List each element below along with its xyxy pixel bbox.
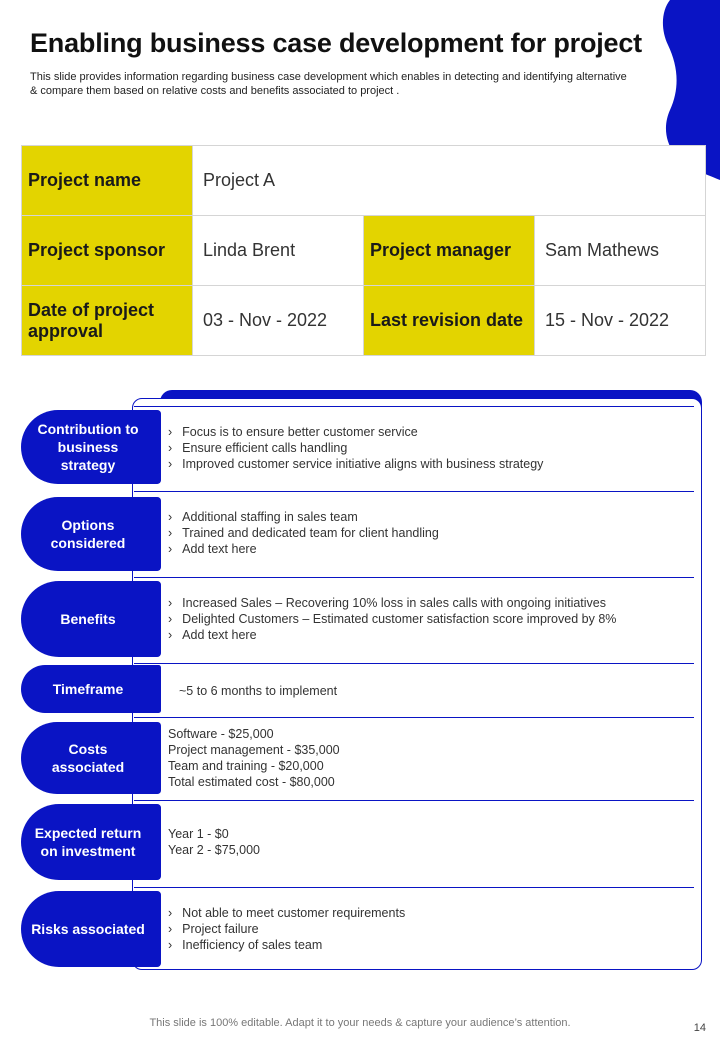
risks-list xyxy=(168,905,405,953)
list-item: › Additional staffing in sales team xyxy=(168,509,439,525)
section-label-timeframe xyxy=(21,665,161,713)
timeframe-list xyxy=(179,683,337,699)
project-name-value: Project A xyxy=(193,146,706,216)
list-item: › Inefficiency of sales team xyxy=(168,937,405,953)
row-divider xyxy=(134,887,694,888)
table-row xyxy=(22,286,706,356)
list-item: › Increased Sales – Recovering 10% loss in sales calls with ongoing initiatives xyxy=(168,595,616,611)
row-divider xyxy=(134,717,694,718)
project-info-table xyxy=(21,145,706,356)
list-item: Team and training - $20,000 xyxy=(168,759,324,773)
list-item: › Improved customer service initiative aligns with business strategy xyxy=(168,456,543,472)
revision-date-label: Last revision date xyxy=(364,286,535,356)
section-label-text: Risks associated xyxy=(31,921,145,937)
list-item: ~5 to 6 months to implement xyxy=(179,684,338,698)
list-item: › Project failure xyxy=(168,921,405,937)
row-divider xyxy=(134,577,694,578)
footer-note: This slide is 100% editable. Adapt it to your needs & capture your audience’s attention. xyxy=(149,1017,571,1029)
project-manager-label: Project manager xyxy=(364,216,535,286)
list-item: › Delighted Customers – Estimated customer satisfaction score improved by 8% xyxy=(168,611,616,627)
list-item: Year 2 - $75,000 xyxy=(168,843,260,857)
table-row xyxy=(22,146,706,216)
row-divider xyxy=(134,406,694,407)
section-label-text: Costs associated xyxy=(51,741,125,775)
section-label-text: Timeframe xyxy=(52,681,124,697)
list-item: › Trained and dedicated team for client handling xyxy=(168,525,439,541)
list-item: Total estimated cost - $80,000 xyxy=(168,775,335,789)
row-divider xyxy=(134,663,694,664)
section-label-risks xyxy=(21,891,161,967)
project-sponsor-label: Project sponsor xyxy=(22,216,193,286)
page-title: Enabling business case development for project xyxy=(30,28,642,58)
section-label-benefits xyxy=(21,581,161,657)
project-manager-value: Sam Mathews xyxy=(535,216,706,286)
section-label-text: Contribution to business strategy xyxy=(37,421,139,473)
section-label-costs xyxy=(21,722,161,794)
options-list xyxy=(168,509,439,557)
list-item: › Not able to meet customer requirements xyxy=(168,905,405,921)
section-label-text: Options considered xyxy=(50,517,126,551)
list-item: › Add text here xyxy=(168,541,439,557)
page-subtitle: This slide provides information regarding business case development which enables in detecting and identifying alternative & compare them based on relative costs and benefits associated to project . xyxy=(30,71,627,97)
list-item: › Focus is to ensure better customer service xyxy=(168,424,543,440)
table-row xyxy=(22,216,706,286)
section-label-text: Benefits xyxy=(60,611,116,627)
benefits-list xyxy=(168,595,616,643)
approval-date-value: 03 - Nov - 2022 xyxy=(193,286,364,356)
section-label-options xyxy=(21,497,161,571)
project-name-label: Project name xyxy=(22,146,193,216)
contribution-list xyxy=(168,424,543,472)
section-label-roi xyxy=(21,804,161,880)
revision-date-value: 15 - Nov - 2022 xyxy=(535,286,706,356)
section-label-contribution xyxy=(21,410,161,484)
roi-list xyxy=(168,826,260,858)
list-item: › Ensure efficient calls handling xyxy=(168,440,543,456)
list-item: Year 1 - $0 xyxy=(168,827,229,841)
row-divider xyxy=(134,800,694,801)
list-item: › Add text here xyxy=(168,627,616,643)
project-sponsor-value: Linda Brent xyxy=(193,216,364,286)
section-label-text: Expected return on investment xyxy=(34,825,142,859)
costs-list xyxy=(168,726,340,790)
list-item: Software - $25,000 xyxy=(168,727,274,741)
page-number: 14 xyxy=(693,1022,706,1034)
approval-date-label: Date of project approval xyxy=(22,286,193,356)
list-item: Project management - $35,000 xyxy=(168,743,340,757)
row-divider xyxy=(134,491,694,492)
